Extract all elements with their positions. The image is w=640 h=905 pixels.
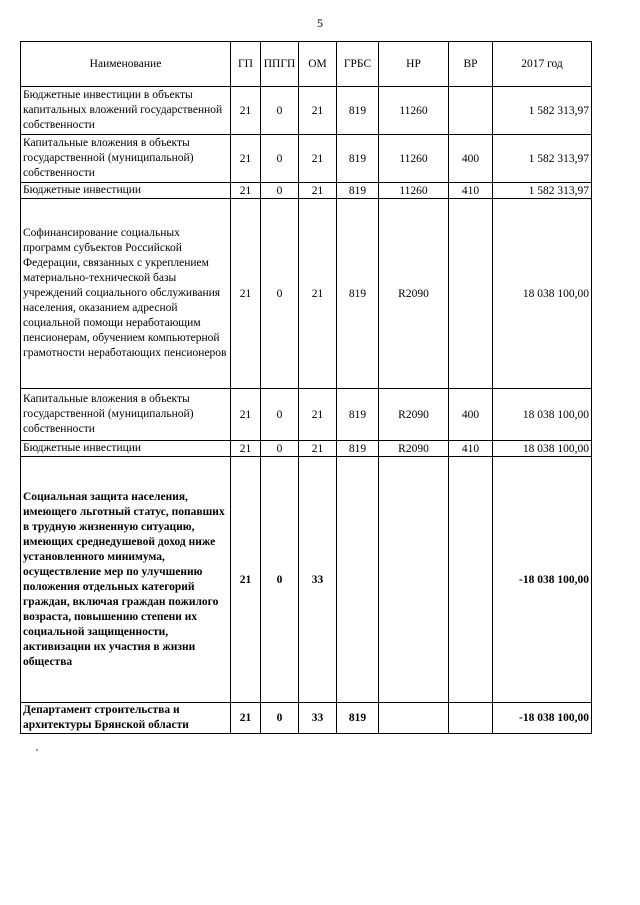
row-ppgp: 0 (261, 135, 299, 183)
row-ppgp: 0 (261, 389, 299, 441)
row-gp: 21 (231, 183, 261, 199)
row-grbs: 819 (337, 199, 379, 389)
row-name: Капитальные вложения в объекты государственной (муниципальной) собственности (21, 389, 231, 441)
row-sum: 18 038 100,00 (493, 199, 592, 389)
row-om: 21 (299, 135, 337, 183)
header-name: Наименование (21, 42, 231, 87)
row-name: Бюджетные инвестиции (21, 183, 231, 199)
row-vr: 410 (449, 183, 493, 199)
row-nr (379, 703, 449, 734)
row-gp: 21 (231, 389, 261, 441)
header-om: ОМ (299, 42, 337, 87)
row-nr: 11260 (379, 183, 449, 199)
row-ppgp: 0 (261, 199, 299, 389)
row-vr (449, 87, 493, 135)
header-gp: ГП (231, 42, 261, 87)
row-vr (449, 703, 493, 734)
row-vr: 400 (449, 135, 493, 183)
row-grbs: 819 (337, 703, 379, 734)
row-gp: 21 (231, 199, 261, 389)
row-sum: -18 038 100,00 (493, 703, 592, 734)
row-om: 21 (299, 389, 337, 441)
header-grbs: ГРБС (337, 42, 379, 87)
row-sum: 1 582 313,97 (493, 183, 592, 199)
table-row (21, 183, 592, 199)
row-sum: 1 582 313,97 (493, 87, 592, 135)
table-row (21, 87, 592, 135)
table-row (21, 457, 592, 703)
row-ppgp: 0 (261, 87, 299, 135)
row-grbs (337, 457, 379, 703)
row-name: Социальная защита населения, имеющего льготный статус, попавших в трудную жизненную ситуацию, имеющих среднедушевой доход ниже установленного минимума, осуществление мер по улучшению положения отдельных категорий граждан, включая граждан пожилого возраста, повышению степени их социальной защищенности, активизации их участия в жизни общества (21, 457, 231, 703)
row-name: Бюджетные инвестиции в объекты капитальных вложений государственной собственности (21, 87, 231, 135)
row-nr: R2090 (379, 389, 449, 441)
row-gp: 21 (231, 135, 261, 183)
header-vr: ВР (449, 42, 493, 87)
row-sum: 18 038 100,00 (493, 441, 592, 457)
row-grbs: 819 (337, 389, 379, 441)
row-grbs: 819 (337, 87, 379, 135)
row-gp: 21 (231, 441, 261, 457)
page-number: 5 (317, 16, 323, 30)
row-nr: R2090 (379, 441, 449, 457)
row-name: Бюджетные инвестиции (21, 441, 231, 457)
table-row (21, 135, 592, 183)
row-nr: R2090 (379, 199, 449, 389)
table-row (21, 703, 592, 734)
row-ppgp: 0 (261, 457, 299, 703)
row-vr (449, 457, 493, 703)
row-gp: 21 (231, 87, 261, 135)
scan-speck (36, 749, 38, 751)
row-vr (449, 199, 493, 389)
table-row (21, 389, 592, 441)
row-ppgp: 0 (261, 703, 299, 734)
row-om: 21 (299, 441, 337, 457)
row-nr (379, 457, 449, 703)
row-om: 21 (299, 87, 337, 135)
row-om: 21 (299, 183, 337, 199)
row-name: Департамент строительства и архитектуры Брянской области (21, 703, 231, 734)
table-header-row (21, 42, 592, 87)
row-om: 21 (299, 199, 337, 389)
row-nr: 11260 (379, 87, 449, 135)
row-grbs: 819 (337, 183, 379, 199)
row-name: Софинансирование социальных программ субъектов Российской Федерации, связанных с укреплением материально-технической базы учреждений социального обслуживания населения, оказанием адресной социальной помощи неработающим пенсионерам, обучением компьютерной грамотности неработающих пенсионеров (21, 199, 231, 389)
row-gp: 21 (231, 457, 261, 703)
row-gp: 21 (231, 703, 261, 734)
row-vr: 400 (449, 389, 493, 441)
table-row (21, 199, 592, 389)
row-sum: 18 038 100,00 (493, 389, 592, 441)
row-grbs: 819 (337, 441, 379, 457)
table-row (21, 441, 592, 457)
row-sum: -18 038 100,00 (493, 457, 592, 703)
header-nr: НР (379, 42, 449, 87)
row-grbs: 819 (337, 135, 379, 183)
row-vr: 410 (449, 441, 493, 457)
row-sum: 1 582 313,97 (493, 135, 592, 183)
budget-table (20, 41, 592, 734)
header-year: 2017 год (493, 42, 592, 87)
row-name: Капитальные вложения в объекты государственной (муниципальной) собственности (21, 135, 231, 183)
row-ppgp: 0 (261, 441, 299, 457)
row-om: 33 (299, 457, 337, 703)
row-nr: 11260 (379, 135, 449, 183)
row-ppgp: 0 (261, 183, 299, 199)
row-om: 33 (299, 703, 337, 734)
header-ppgp: ППГП (261, 42, 299, 87)
